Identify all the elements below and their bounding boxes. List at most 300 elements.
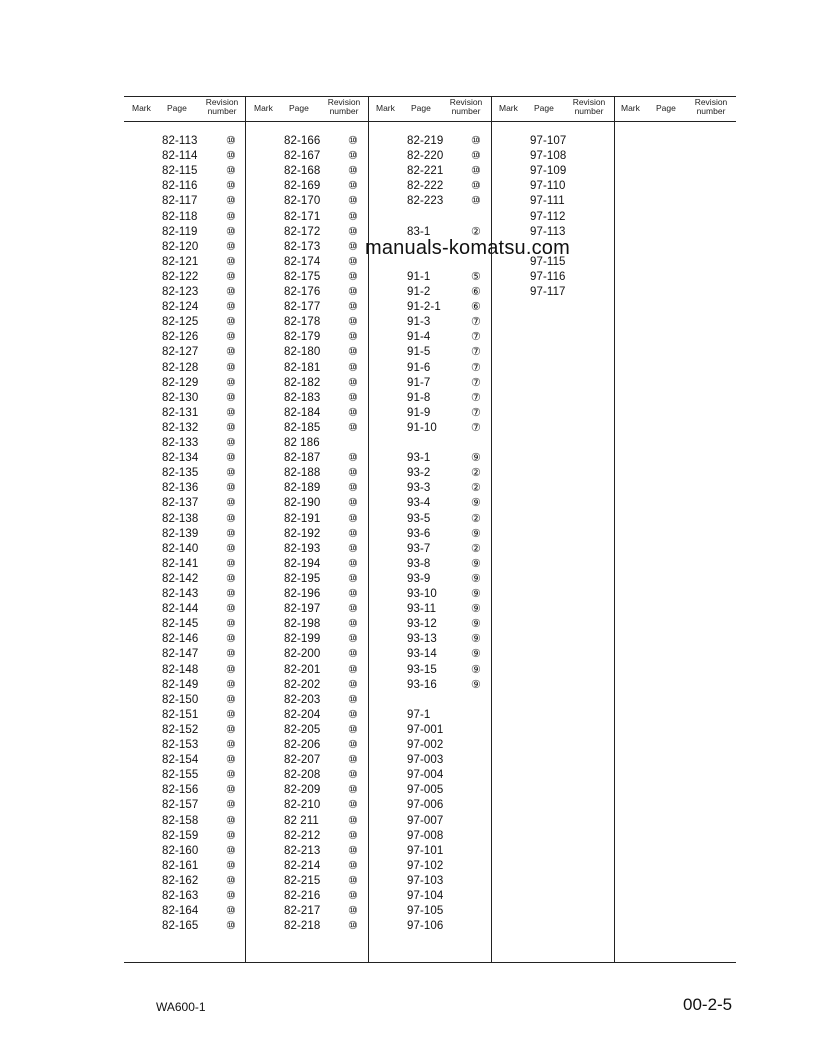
table-row (284, 300, 374, 315)
table-row (284, 391, 374, 406)
revision-cell: ⑩ (226, 784, 236, 797)
page-cell: 82-183 (284, 391, 321, 404)
table-row (407, 481, 497, 496)
table-row (407, 663, 497, 678)
revision-cell: ⑩ (226, 255, 236, 268)
table-row (284, 315, 374, 330)
table-row (284, 149, 374, 164)
revision-cell: ⑦ (471, 421, 481, 434)
page-cell: 97-109 (530, 165, 567, 178)
page-cell: 82-171 (284, 210, 321, 223)
table-row (407, 421, 497, 436)
table-row (162, 814, 252, 829)
page-cell: 82-131 (162, 406, 199, 419)
header-page: Page (167, 103, 187, 113)
page-cell: 82-213 (284, 844, 321, 857)
header-mark: Mark (376, 103, 395, 113)
table-row (162, 481, 252, 496)
page-cell: 82-122 (162, 270, 199, 283)
table-row (407, 557, 497, 572)
revision-cell: ⑩ (226, 165, 236, 178)
revision-cell: ⑩ (348, 557, 358, 570)
revision-cell: ⑩ (348, 874, 358, 887)
page-cell: 91-7 (407, 376, 431, 389)
table-row (162, 436, 252, 451)
page-cell: 82-149 (162, 678, 199, 691)
revision-cell: ⑩ (226, 814, 236, 827)
table-row (162, 768, 252, 783)
page-cell: 82-196 (284, 588, 321, 600)
page-cell: 97-101 (407, 844, 444, 857)
page-cell: 82-155 (162, 769, 199, 782)
table-row (284, 889, 374, 904)
page-cell: 82-197 (284, 603, 321, 616)
page-cell: 93-4 (407, 497, 431, 510)
revision-cell: ⑩ (226, 527, 236, 540)
table-row (407, 361, 497, 376)
table-row (284, 376, 374, 391)
revision-cell: ⑩ (226, 316, 236, 329)
table-row (407, 466, 497, 481)
table-row (162, 225, 252, 240)
page-cell: 82-181 (284, 361, 321, 374)
page-cell: 82-158 (162, 814, 199, 827)
page-cell: 82-175 (284, 270, 321, 283)
page-cell: 93-5 (407, 512, 431, 525)
page-cell: 97-113 (530, 225, 566, 238)
revision-cell: ⑩ (348, 542, 358, 555)
page-cell: 82-151 (162, 708, 199, 721)
table-row (162, 708, 252, 723)
page-cell: 82-169 (284, 180, 321, 193)
revision-cell: ⑩ (348, 814, 358, 827)
table-row (162, 557, 252, 572)
page-cell: 82-133 (162, 437, 199, 449)
table-row (284, 451, 374, 466)
table-row (407, 844, 497, 859)
page-cell: 82-154 (162, 754, 199, 767)
table-row (530, 285, 620, 300)
revision-cell: ⑩ (348, 210, 358, 223)
page-cell: 97-110 (530, 180, 566, 193)
revision-cell: ⑩ (348, 844, 358, 857)
table-row (407, 617, 497, 632)
revision-cell: ⑩ (226, 150, 236, 163)
page-cell: 91-6 (407, 361, 431, 374)
page-cell: 82-176 (284, 286, 321, 298)
page-cell: 93-9 (407, 572, 431, 585)
page-cell: 91-4 (407, 331, 431, 344)
revision-cell: ⑩ (348, 739, 358, 751)
revision-cell: ② (471, 512, 481, 525)
revision-cell: ⑩ (226, 331, 236, 344)
page-cell: 82-153 (162, 739, 199, 751)
table-row (407, 164, 497, 179)
page-cell: 82-189 (284, 482, 321, 495)
table-row (407, 678, 497, 693)
table-row (284, 225, 374, 240)
revision-cell: ⑩ (348, 829, 358, 842)
page-cell: 82-116 (162, 180, 198, 193)
table-row (284, 693, 374, 708)
table-row (407, 738, 497, 753)
table-row (284, 678, 374, 693)
table-row (407, 406, 497, 421)
revision-cell: ⑩ (348, 859, 358, 872)
header-page: Page (411, 103, 431, 113)
page-cell: 91-10 (407, 421, 437, 434)
page-cell: 82-126 (162, 331, 199, 344)
revision-cell: ② (471, 482, 481, 495)
page-cell: 82-198 (284, 618, 321, 631)
page-cell: 97-002 (407, 739, 444, 751)
revision-cell: ⑤ (471, 270, 481, 283)
page-cell: 97-103 (407, 874, 444, 887)
table-row (407, 436, 497, 451)
page-cell: 82-219 (407, 135, 444, 147)
page-cell: 82-168 (284, 165, 321, 178)
table-row (284, 844, 374, 859)
table-row (407, 451, 497, 466)
revision-cell: ⑦ (471, 391, 481, 404)
revision-cell: ⑦ (471, 316, 481, 329)
revision-cell: ⑩ (226, 406, 236, 419)
revision-cell: ⑩ (226, 754, 236, 767)
table-row (162, 663, 252, 678)
table-row (407, 149, 497, 164)
table-row (284, 542, 374, 557)
page-cell: 82-223 (407, 195, 444, 208)
table-row (162, 285, 252, 300)
table-row (284, 481, 374, 496)
revision-cell: ⑦ (471, 361, 481, 374)
revision-cell: ⑩ (226, 361, 236, 374)
table-row (407, 814, 497, 829)
table-row (407, 919, 497, 934)
revision-cell: ⑩ (226, 467, 236, 480)
page-cell: 82-143 (162, 588, 199, 600)
table-row (407, 587, 497, 602)
table-row (407, 376, 497, 391)
page-cell: 91-8 (407, 391, 431, 404)
page-cell: 91-1 (407, 270, 431, 283)
page-cell: 82-163 (162, 890, 199, 902)
revision-cell: ⑩ (226, 920, 236, 933)
table-row (284, 572, 374, 587)
revision-cell: ⑩ (348, 150, 358, 163)
table-row (284, 496, 374, 511)
table-row (284, 783, 374, 798)
page-cell: 97-107 (530, 135, 567, 147)
table-row (407, 285, 497, 300)
page-cell: 82-161 (162, 859, 199, 872)
page-cell: 82-206 (284, 739, 321, 751)
page-cell: 93-15 (407, 663, 437, 676)
revision-cell: ⑩ (348, 572, 358, 585)
table-row (162, 783, 252, 798)
revision-cell: ⑩ (471, 180, 481, 193)
page-cell: 97-111 (530, 195, 565, 208)
table-row (530, 164, 620, 179)
table-row (162, 270, 252, 285)
page-cell: 97-117 (530, 286, 566, 298)
page-cell: 82-124 (162, 301, 199, 314)
revision-cell: ⑩ (348, 180, 358, 193)
revision-cell: ⑩ (348, 467, 358, 480)
page-cell: 91-5 (407, 346, 431, 359)
table-row (162, 527, 252, 542)
table-row (284, 512, 374, 527)
revision-cell: ⑩ (348, 663, 358, 676)
table-row (162, 602, 252, 617)
table-row (162, 542, 252, 557)
page-cell: 82-165 (162, 920, 199, 933)
revision-cell: ⑩ (226, 799, 236, 812)
table-row (162, 315, 252, 330)
revision-cell: ⑩ (226, 301, 236, 314)
table-row (284, 798, 374, 813)
page-cell: 82-190 (284, 497, 321, 510)
page-cell: 82-166 (284, 135, 321, 147)
table-row (284, 829, 374, 844)
page-cell: 91-3 (407, 316, 431, 329)
page-cell: 82-138 (162, 512, 199, 525)
revision-cell: ⑩ (348, 905, 358, 918)
revision-cell: ⑩ (348, 165, 358, 178)
revision-cell: ⑨ (471, 648, 481, 661)
table-row (284, 179, 374, 194)
page-cell: 82-202 (284, 678, 321, 691)
page-cell: 82-212 (284, 829, 321, 842)
header-mark: Mark (254, 103, 273, 113)
page-cell: 93-3 (407, 482, 431, 495)
header-revision-number: Revision number (205, 97, 239, 116)
revision-cell: ⑩ (348, 784, 358, 797)
header-revision-number: Revision number (449, 97, 483, 116)
revision-cell: ⑩ (348, 769, 358, 782)
revision-cell: ⑥ (471, 301, 481, 314)
table-row (284, 859, 374, 874)
revision-cell: ⑦ (471, 406, 481, 419)
page-cell: 82-139 (162, 527, 199, 540)
revision-cell: ⑩ (226, 890, 236, 902)
page-cell: 97-006 (407, 799, 444, 812)
page-cell: 82 211 (284, 814, 319, 827)
table-row (284, 663, 374, 678)
revision-cell: ⑩ (471, 150, 481, 163)
page-cell: 82-129 (162, 376, 199, 389)
table-row (162, 829, 252, 844)
table-row (284, 345, 374, 360)
page-cell: 93-13 (407, 633, 437, 646)
table-row (162, 376, 252, 391)
table-row (284, 466, 374, 481)
revision-cell: ⑨ (471, 452, 481, 465)
table-row (162, 451, 252, 466)
revision-cell: ⑩ (348, 693, 358, 706)
table-row (162, 632, 252, 647)
table-row (284, 557, 374, 572)
page-cell: 82-134 (162, 452, 199, 465)
page-cell: 97-116 (530, 270, 566, 283)
page-cell: 82-221 (407, 165, 444, 178)
revision-cell: ⑩ (226, 376, 236, 389)
page-cell: 82-215 (284, 874, 321, 887)
revision-cell: ⑨ (471, 527, 481, 540)
revision-cell: ⑩ (226, 678, 236, 691)
revision-cell: ⑩ (348, 588, 358, 600)
page-cell: 82-217 (284, 905, 321, 918)
revision-cell: ⑩ (226, 588, 236, 600)
table-row (407, 345, 497, 360)
page-number: 00-2-5 (683, 995, 733, 1014)
revision-cell: ⑩ (348, 331, 358, 344)
revision-cell: ⑩ (348, 286, 358, 298)
revision-cell: ⑩ (348, 920, 358, 933)
table-row (162, 512, 252, 527)
revision-cell: ⑩ (226, 240, 236, 253)
table-row (284, 210, 374, 225)
revision-cell: ⑩ (348, 512, 358, 525)
page-cell: 82-220 (407, 150, 444, 163)
revision-cell: ⑩ (226, 135, 236, 147)
revision-cell: ⑩ (226, 391, 236, 404)
revision-cell: ⑩ (226, 180, 236, 193)
page-cell: 97-008 (407, 829, 444, 842)
page-cell: 82-159 (162, 829, 199, 842)
table-row (162, 919, 252, 934)
table-row (284, 874, 374, 889)
revision-cell: ⑩ (226, 421, 236, 434)
revision-cell: ⑩ (348, 648, 358, 661)
page-cell: 82-145 (162, 618, 199, 631)
table-row (162, 149, 252, 164)
page-cell: 82-157 (162, 799, 199, 812)
revision-cell: ⑩ (348, 301, 358, 314)
page-cell: 82-144 (162, 603, 199, 616)
page-cell: 82-185 (284, 421, 321, 434)
table-row (284, 134, 374, 149)
revision-cell: ⑩ (226, 270, 236, 283)
page-cell: 97-005 (407, 784, 444, 797)
revision-cell: ⑩ (348, 723, 358, 736)
table-row (284, 919, 374, 934)
table-row (407, 708, 497, 723)
page-cell: 82-178 (284, 316, 321, 329)
table-row (407, 391, 497, 406)
page-cell: 82-188 (284, 467, 321, 480)
table-row (407, 194, 497, 209)
revision-cell: ⑩ (348, 603, 358, 616)
revision-cell: ⑩ (226, 557, 236, 570)
table-row (407, 693, 497, 708)
table-row (284, 406, 374, 421)
page-cell: 97-105 (407, 905, 444, 918)
page-cell: 82-152 (162, 723, 199, 736)
revision-cell: ⑩ (348, 391, 358, 404)
table-row (284, 814, 374, 829)
page-cell: 82-203 (284, 693, 321, 706)
page-cell: 82-179 (284, 331, 321, 344)
page-cell: 82-117 (162, 195, 198, 208)
page-cell: 82-209 (284, 784, 321, 797)
table-row (162, 647, 252, 662)
table-row (162, 904, 252, 919)
revision-cell: ⑩ (226, 452, 236, 465)
table-row (284, 361, 374, 376)
table-row (407, 179, 497, 194)
table-row (162, 617, 252, 632)
page-cell: 93-7 (407, 542, 431, 555)
revision-cell: ⑩ (226, 648, 236, 661)
table-row (407, 512, 497, 527)
table-row (162, 496, 252, 511)
revision-cell: ⑩ (226, 829, 236, 842)
revision-cell: ⑩ (348, 754, 358, 767)
page-cell: 82-146 (162, 633, 199, 646)
table-row (407, 300, 497, 315)
revision-cell: ⑩ (348, 890, 358, 902)
revision-cell: ⑩ (348, 255, 358, 268)
table-row (284, 753, 374, 768)
revision-cell: ⑩ (226, 633, 236, 646)
page-cell: 82-119 (162, 225, 198, 238)
revision-cell: ⑨ (471, 497, 481, 510)
page-cell: 93-2 (407, 467, 431, 480)
page-cell: 82-130 (162, 391, 199, 404)
revision-cell: ⑩ (348, 421, 358, 434)
page-cell: 97-108 (530, 150, 567, 163)
page-cell: 82-118 (162, 210, 198, 223)
page-cell: 82-184 (284, 406, 321, 419)
revision-cell: ⑩ (348, 346, 358, 359)
page-cell: 82-214 (284, 859, 321, 872)
table-row (162, 693, 252, 708)
table-row (530, 210, 620, 225)
revision-cell: ⑦ (471, 376, 481, 389)
table-row (407, 542, 497, 557)
revision-cell: ⑩ (348, 708, 358, 721)
page-cell: 82-141 (162, 557, 199, 570)
page-cell: 97-112 (530, 210, 566, 223)
table-row (162, 587, 252, 602)
revision-cell: ⑩ (226, 286, 236, 298)
revision-cell: ⑩ (226, 905, 236, 918)
page-cell: 97-007 (407, 814, 444, 827)
page-cell: 97-004 (407, 769, 444, 782)
revision-cell: ⑩ (348, 633, 358, 646)
header-mark: Mark (132, 103, 151, 113)
header-page: Page (289, 103, 309, 113)
revision-cell: ⑩ (226, 708, 236, 721)
header-revision-number: Revision number (327, 97, 361, 116)
page-cell: 82-170 (284, 195, 321, 208)
table-row (162, 466, 252, 481)
page-cell: 97-115 (530, 255, 566, 268)
table-row (162, 859, 252, 874)
revision-cell: ⑨ (471, 588, 481, 600)
page-cell: 82-162 (162, 874, 199, 887)
revision-cell: ⑨ (471, 572, 481, 585)
table-row (162, 738, 252, 753)
page-cell: 82-218 (284, 920, 321, 933)
table-row (284, 240, 374, 255)
page-cell: 82-142 (162, 572, 199, 585)
page-cell: 97-001 (407, 723, 444, 736)
table-row (407, 904, 497, 919)
page-cell: 82-201 (284, 663, 321, 676)
page-cell: 82-191 (284, 512, 321, 525)
